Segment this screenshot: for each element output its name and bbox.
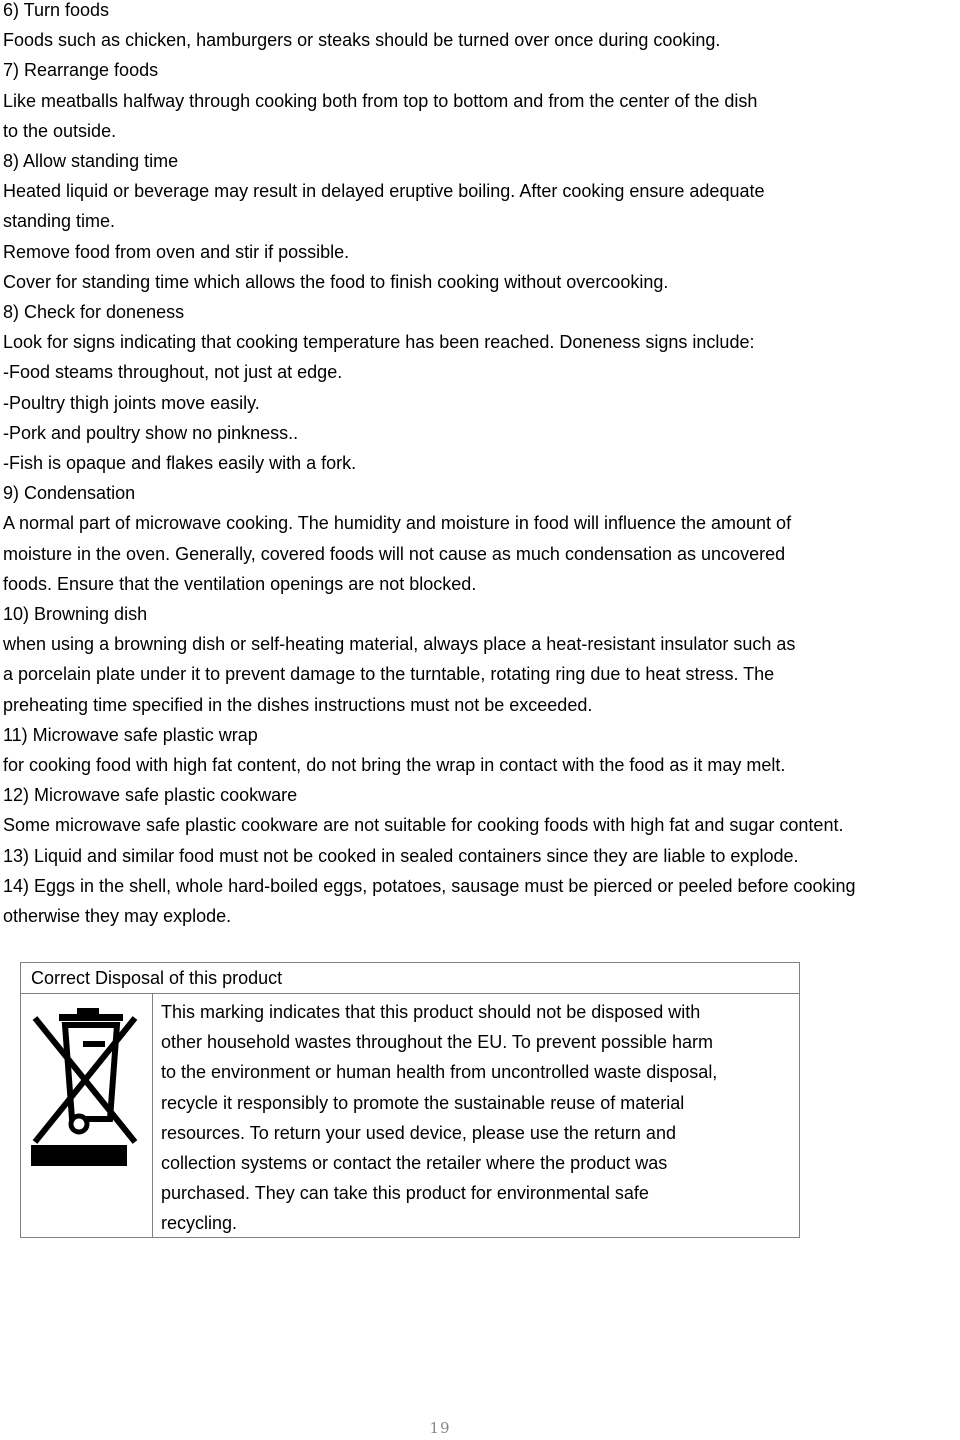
warning-eggs-in-shell: 14) Eggs in the shell, whole hard-boiled eggs, potatoes, sausage must be pierced or peeled before cooking	[3, 875, 856, 896]
disposal-line: recycle it responsibly to promote the sustainable reuse of material	[161, 1092, 685, 1113]
instructions-body	[3, 0, 960, 931]
disposal-header	[21, 963, 799, 994]
disposal-line: recycling.	[161, 1213, 238, 1234]
paragraph-line: to the outside.	[3, 120, 117, 141]
paragraph-line: Like meatballs halfway through cooking both from top to bottom and from the center of the dish	[3, 90, 758, 111]
disposal-line: This marking indicates that this product should not be disposed with	[161, 1002, 701, 1022]
paragraph-line: standing time.	[3, 211, 116, 232]
section-heading-plastic-wrap: 11) Microwave safe plastic wrap	[3, 724, 258, 745]
page-number: 19	[429, 1419, 451, 1437]
list-item: -Food steams throughout, not just at edge.	[3, 362, 343, 383]
paragraph-line: moisture in the oven. Generally, covered foods will not cause as much condensation as uncovered	[3, 543, 786, 564]
disposal-line: purchased. They can take this product for environmental safe	[161, 1183, 649, 1204]
paragraph-line: a porcelain plate under it to prevent damage to the turntable, rotating ring due to heat stress. The	[3, 664, 775, 685]
section-heading-doneness: 8) Check for doneness	[3, 302, 185, 323]
disposal-notice-table	[20, 962, 800, 1238]
list-item: -Pork and poultry show no pinkness..	[3, 422, 299, 443]
crossed-out-wheelie-bin-icon	[21, 994, 152, 1237]
paragraph-line: Some microwave safe plastic cookware are not suitable for cooking foods with high fat and sugar content.	[3, 815, 844, 836]
paragraph-line: preheating time specified in the dishes instructions must not be exceeded.	[3, 694, 593, 715]
disposal-line: collection systems or contact the retailer where the product was	[161, 1153, 668, 1174]
warning-sealed-containers: 13) Liquid and similar food must not be cooked in sealed containers since they are liable to explode.	[3, 845, 799, 866]
table-divider	[152, 993, 153, 1237]
list-item: -Fish is opaque and flakes easily with a fork.	[3, 453, 357, 474]
section-heading-browning-dish: 10) Browning dish	[3, 604, 148, 625]
paragraph-line: Remove food from oven and stir if possible.	[3, 241, 350, 262]
paragraph-line: A normal part of microwave cooking. The humidity and moisture in food will influence the amount of	[3, 513, 792, 534]
paragraph-line: foods. Ensure that the ventilation openings are not blocked.	[3, 573, 477, 594]
paragraph-line: otherwise they may explode.	[3, 906, 232, 927]
disposal-line: resources. To return your used device, please use the return and	[161, 1122, 676, 1143]
disposal-line: other household wastes throughout the EU. To prevent possible harm	[161, 1032, 714, 1053]
paragraph-line: Cover for standing time which allows the food to finish cooking without overcooking.	[3, 271, 669, 292]
section-heading-plastic-cookware: 12) Microwave safe plastic cookware	[3, 785, 298, 806]
section-heading-condensation: 9) Condensation	[3, 483, 136, 504]
section-heading-turn-foods: 6) Turn foods	[3, 0, 110, 20]
disposal-title: Correct Disposal of this product	[31, 968, 283, 988]
paragraph-line: for cooking food with high fat content, do not bring the wrap in contact with the food as it may melt.	[3, 755, 786, 776]
paragraph-line: Foods such as chicken, hamburgers or steaks should be turned over once during cooking.	[3, 30, 721, 51]
paragraph-line: when using a browning dish or self-heating material, always place a heat-resistant insulator such as	[3, 634, 796, 655]
section-heading-rearrange-foods: 7) Rearrange foods	[3, 60, 159, 81]
disposal-description	[161, 997, 796, 1239]
paragraph-line: Look for signs indicating that cooking temperature has been reached. Doneness signs include:	[3, 332, 755, 353]
list-item: -Poultry thigh joints move easily.	[3, 392, 260, 413]
paragraph-line: Heated liquid or beverage may result in delayed eruptive boiling. After cooking ensure adequate	[3, 181, 765, 202]
disposal-icon-cell	[21, 994, 152, 1237]
disposal-line: to the environment or human health from uncontrolled waste disposal,	[161, 1062, 718, 1083]
section-heading-standing-time: 8) Allow standing time	[3, 151, 179, 172]
